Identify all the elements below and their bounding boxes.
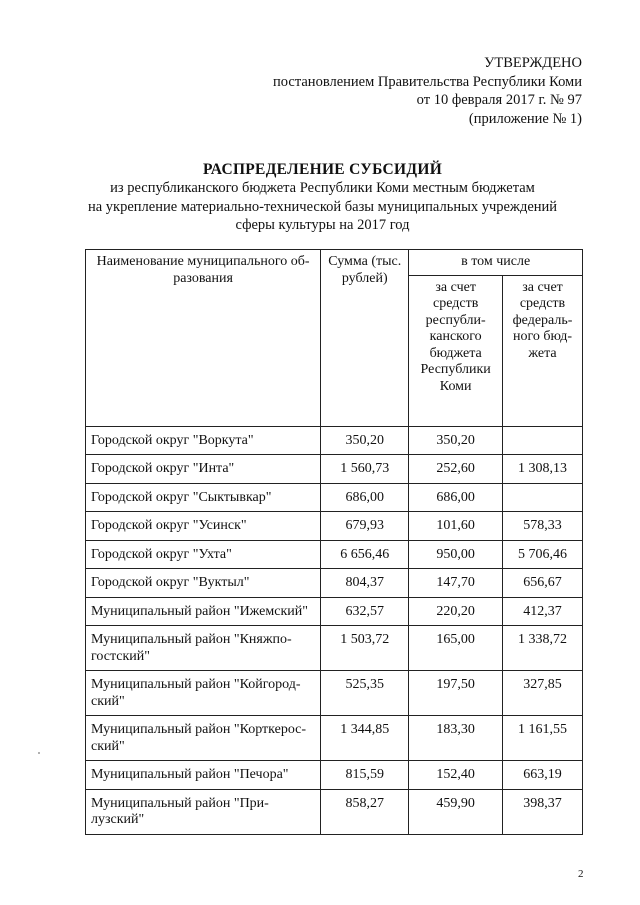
cell-republic: 165,00 (409, 626, 503, 671)
cell-sum: 679,93 (321, 512, 409, 541)
cell-sum: 815,59 (321, 761, 409, 790)
cell-sum: 1 560,73 (321, 455, 409, 484)
cell-federal (503, 483, 583, 512)
cell-republic: 147,70 (409, 569, 503, 598)
document-title: РАСПРЕДЕЛЕНИЕ СУБСИДИЙ (202, 161, 443, 178)
cell-federal: 5 706,46 (503, 540, 583, 569)
approval-stamp (273, 54, 582, 128)
table-row (86, 626, 583, 671)
header-including: в том числе (409, 250, 583, 276)
table-row (86, 426, 583, 455)
cell-sum: 350,20 (321, 426, 409, 455)
cell-federal: 663,19 (503, 761, 583, 790)
cell-sum: 6 656,46 (321, 540, 409, 569)
cell-republic: 197,50 (409, 671, 503, 716)
cell-sum: 686,00 (321, 483, 409, 512)
table-row (86, 455, 583, 484)
cell-republic: 183,30 (409, 716, 503, 761)
approval-line-1: УТВЕРЖДЕНО (484, 55, 582, 71)
cell-name: Муниципальный район "Печора" (86, 761, 321, 790)
cell-name: Городской округ "Сыктывкар" (86, 483, 321, 512)
table-row (86, 569, 583, 598)
cell-federal: 656,67 (503, 569, 583, 598)
table-row (86, 483, 583, 512)
cell-republic: 350,20 (409, 426, 503, 455)
cell-name: Городской округ "Усинск" (86, 512, 321, 541)
cell-federal: 1 308,13 (503, 455, 583, 484)
cell-sum: 1 503,72 (321, 626, 409, 671)
approval-line-4: (приложение № 1) (468, 110, 582, 127)
cell-sum: 804,37 (321, 569, 409, 598)
cell-name: Городской округ "Воркута" (86, 426, 321, 455)
cell-name: Городской округ "Ухта" (86, 540, 321, 569)
header-federal: за счет средств федераль-ного бюд-жета (503, 275, 583, 426)
header-sum: Сумма (тыс. рублей) (321, 250, 409, 427)
cell-federal: 327,85 (503, 671, 583, 716)
cell-republic: 152,40 (409, 761, 503, 790)
table-row (86, 512, 583, 541)
page-number: 2 (578, 868, 584, 880)
cell-republic: 950,00 (409, 540, 503, 569)
cell-sum: 1 344,85 (321, 716, 409, 761)
header-name: Наименование муниципального об-разования (86, 250, 321, 427)
scan-speck (38, 752, 40, 754)
cell-federal (503, 426, 583, 455)
cell-name: Городской округ "Инта" (86, 455, 321, 484)
cell-federal: 578,33 (503, 512, 583, 541)
cell-name: Муниципальный район "При-лузский" (86, 789, 321, 834)
approval-line-3: от 10 февраля 2017 г. № 97 (416, 92, 582, 108)
cell-sum: 858,27 (321, 789, 409, 834)
cell-name: Городской округ "Вуктыл" (86, 569, 321, 598)
cell-sum: 525,35 (321, 671, 409, 716)
cell-republic: 252,60 (409, 455, 503, 484)
cell-name: Муниципальный район "Ижемский" (86, 597, 321, 626)
cell-federal: 412,37 (503, 597, 583, 626)
subsidy-table (85, 249, 583, 835)
header-republic: за счет средств республи-канского бюджета Республики Коми (409, 275, 503, 426)
cell-name: Муниципальный район "Койгород-ский" (86, 671, 321, 716)
document-heading (60, 160, 585, 235)
table-row (86, 761, 583, 790)
table-row (86, 597, 583, 626)
cell-republic: 459,90 (409, 789, 503, 834)
cell-federal: 1 338,72 (503, 626, 583, 671)
table-row (86, 716, 583, 761)
subtitle-line-3: сферы культуры на 2017 год (235, 217, 410, 233)
approval-line-2: постановлением Правительства Республики Коми (273, 73, 582, 90)
cell-federal: 1 161,55 (503, 716, 583, 761)
cell-republic: 101,60 (409, 512, 503, 541)
cell-republic: 220,20 (409, 597, 503, 626)
subtitle-line-2: на укрепление материально-технической базы муниципальных учреждений (87, 198, 558, 215)
cell-republic: 686,00 (409, 483, 503, 512)
cell-name: Муниципальный район "Княжпо-гостский" (86, 626, 321, 671)
table-row (86, 789, 583, 834)
cell-federal: 398,37 (503, 789, 583, 834)
subtitle-line-1: из республиканского бюджета Республики Коми местным бюджетам (110, 180, 535, 196)
table-row (86, 540, 583, 569)
cell-sum: 632,57 (321, 597, 409, 626)
cell-name: Муниципальный район "Корткерос-ский" (86, 716, 321, 761)
table-row (86, 671, 583, 716)
table-body (86, 426, 583, 834)
